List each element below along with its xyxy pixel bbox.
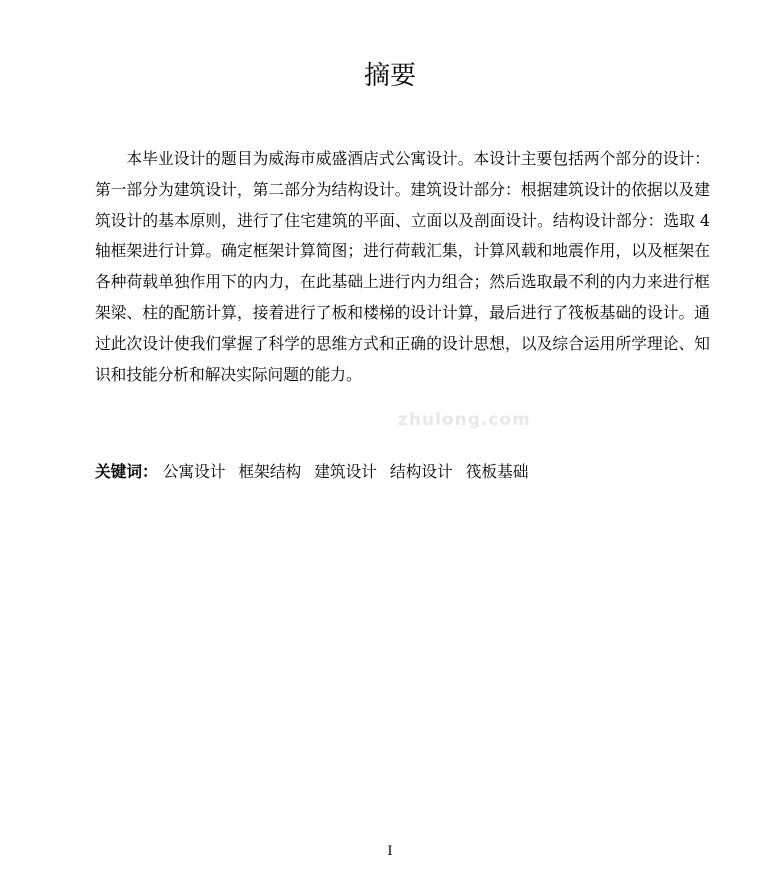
keywords-label: 关键词：: [95, 462, 158, 481]
keyword: 结构设计: [390, 462, 453, 481]
keyword: 筏板基础: [465, 462, 529, 481]
keywords-line: [95, 457, 710, 487]
keyword: 公寓设计: [162, 462, 226, 481]
page-title: 摘要: [363, 61, 416, 91]
keyword: 建筑设计: [314, 462, 377, 481]
keyword: 框架结构: [238, 462, 302, 481]
page-number: I: [387, 844, 393, 859]
watermark: zhulong.com: [398, 410, 531, 430]
abstract-paragraph: 本毕业设计的题目为威海市威盛酒店式公寓设计。本设计主要包括两个部分的设计：第一部分为建筑设计，第二部分为结构设计。建筑设计部分：根据建筑设计的依据以及建筑设计的基本原则，进行了住宅建筑的平面、立面以及剖面设计。结构设计部分：选取 4 轴框架进行计算。确定框架计算简图；进行荷载汇集，计算风载和地震作用，以及框架在各种荷载单独作用下的内力，在此基础上进行内力组合；然后选取最不利的内力来进行框架梁、柱的配筋计算，接着进行了板和楼梯的设计计算，最后进行了筏板基础的设计。通过此次设计使我们掌握了科学的思维方式和正确的设计思想，以及综合运用所学理论、知识和技能分析和解决实际问题的能力。: [95, 149, 710, 384]
